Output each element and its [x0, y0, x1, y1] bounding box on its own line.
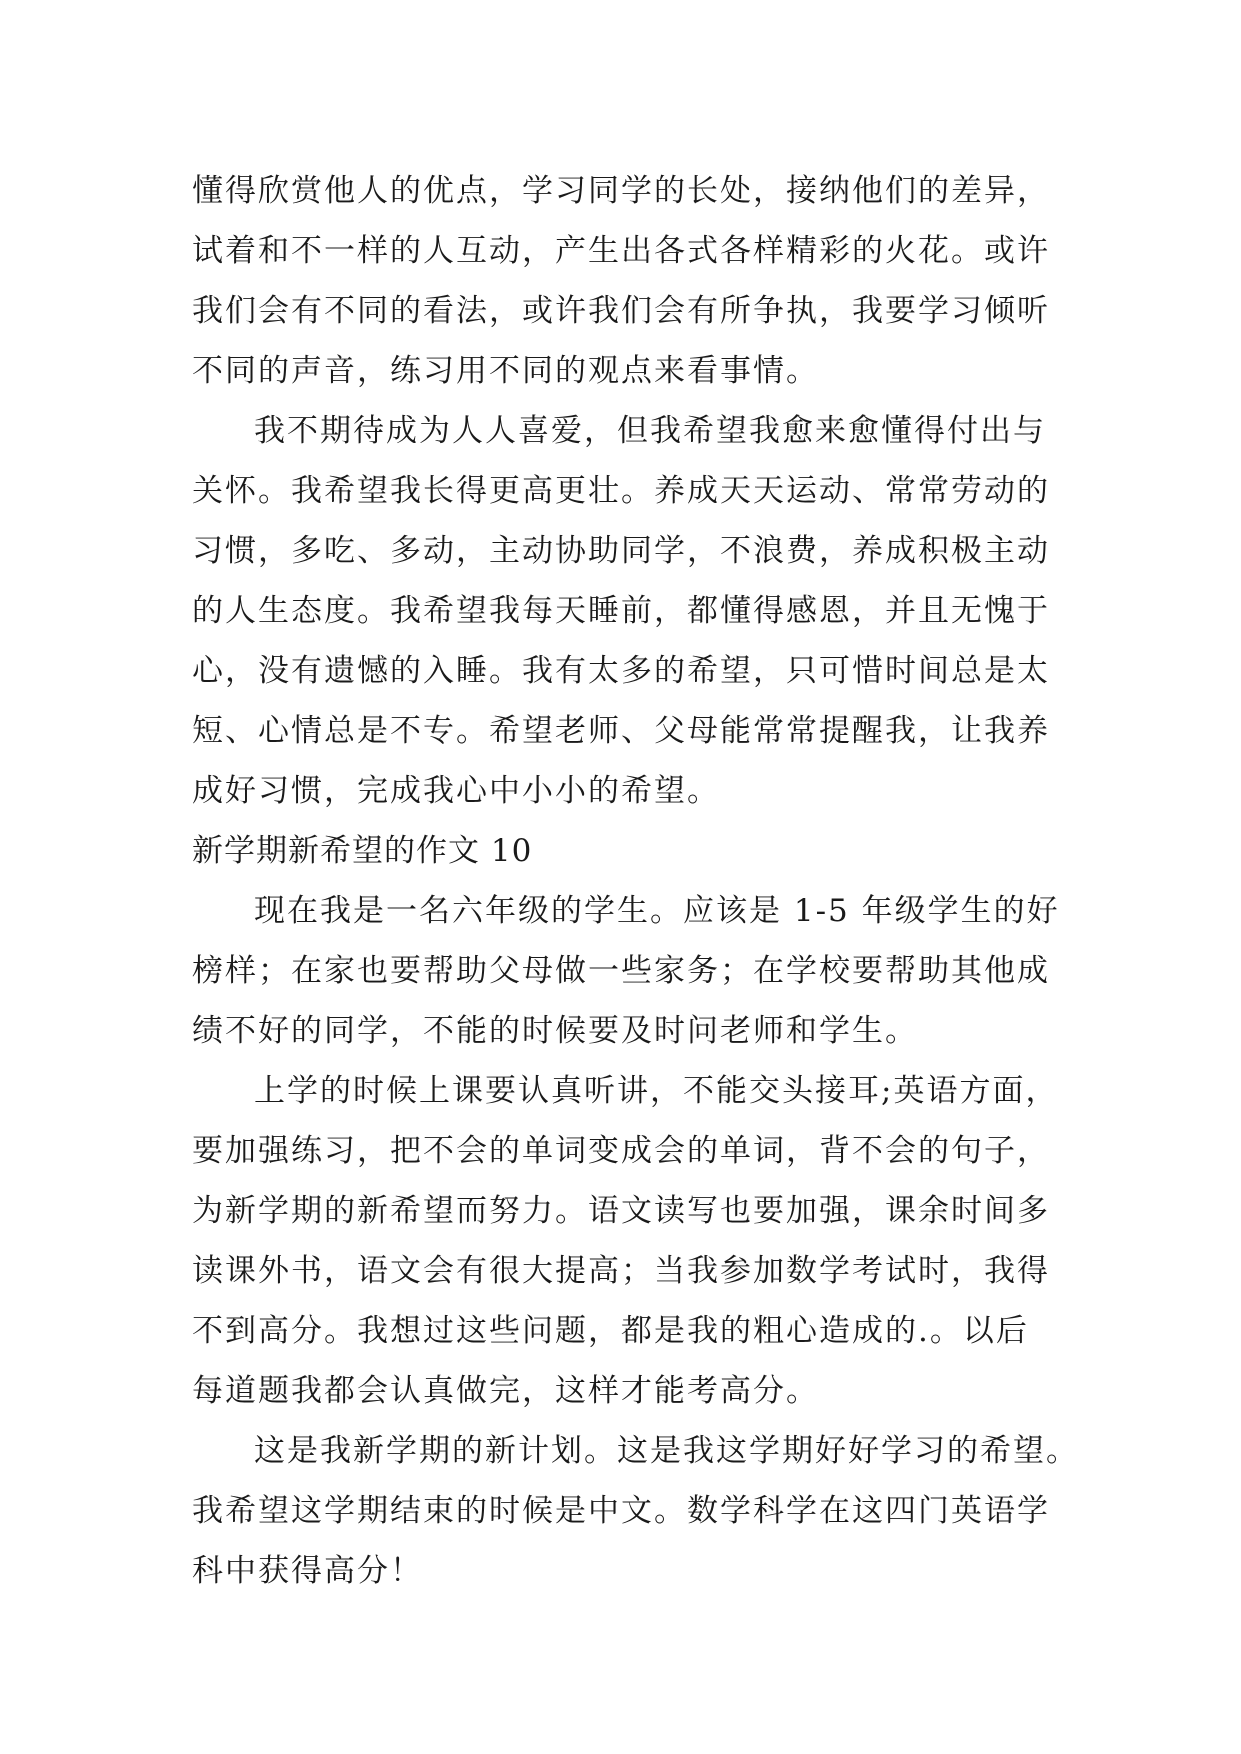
text-line: 为新学期的新希望而努力。语文读写也要加强，课余时间多: [192, 1193, 1050, 1229]
text-line: 要加强练习，把不会的单词变成会的单词，背不会的句子，: [192, 1133, 1050, 1169]
text-line: 的人生态度。我希望我每天睡前，都懂得感恩，并且无愧于: [192, 593, 1050, 629]
text-line: 读课外书，语文会有很大提高；当我参加数学考试时，我得: [192, 1253, 1050, 1289]
essay-title: 新学期新希望的作文 10: [192, 833, 533, 869]
text-line: 成好习惯，完成我心中小小的希望。: [192, 773, 720, 809]
text-line: 习惯，多吃、多动，主动协助同学，不浪费，养成积极主动: [192, 533, 1050, 569]
text-line: 懂得欣赏他人的优点，学习同学的长处，接纳他们的差异，: [192, 173, 1050, 209]
text-line: 不同的声音，练习用不同的观点来看事情。: [192, 353, 819, 389]
text-line: 心，没有遗憾的入睡。我有太多的希望，只可惜时间总是太: [192, 653, 1050, 689]
paragraph-first-line: 这是我新学期的新计划。这是我这学期好好学习的希望。: [254, 1433, 1079, 1469]
text-line: 关怀。我希望我长得更高更壮。养成天天运动、常常劳动的: [192, 473, 1050, 509]
text-line: 榜样；在家也要帮助父母做一些家务；在学校要帮助其他成: [192, 953, 1050, 989]
essay-body: [192, 161, 1079, 1601]
text-line: 科中获得高分！: [192, 1553, 423, 1589]
text-line: 短、心情总是不专。希望老师、父母能常常提醒我，让我养: [192, 713, 1050, 749]
paragraph-first-line: 现在我是一名六年级的学生。应该是 1-5 年级学生的好: [254, 893, 1060, 929]
text-line: 我希望这学期结束的时候是中文。数学科学在这四门英语学: [192, 1493, 1050, 1529]
text-line: 每道题我都会认真做完，这样才能考高分。: [192, 1373, 819, 1409]
text-line: 不到高分。我想过这些问题，都是我的粗心造成的.。以后: [192, 1313, 1029, 1349]
text-line: 试着和不一样的人互动，产生出各式各样精彩的火花。或许: [192, 233, 1050, 269]
text-line: 绩不好的同学，不能的时候要及时问老师和学生。: [192, 1013, 918, 1049]
paragraph-first-line: 我不期待成为人人喜爱，但我希望我愈来愈懂得付出与: [254, 413, 1046, 449]
text-line: 我们会有不同的看法，或许我们会有所争执，我要学习倾听: [192, 293, 1050, 329]
paragraph-first-line: 上学的时候上课要认真听讲，不能交头接耳;英语方面，: [254, 1073, 1059, 1109]
